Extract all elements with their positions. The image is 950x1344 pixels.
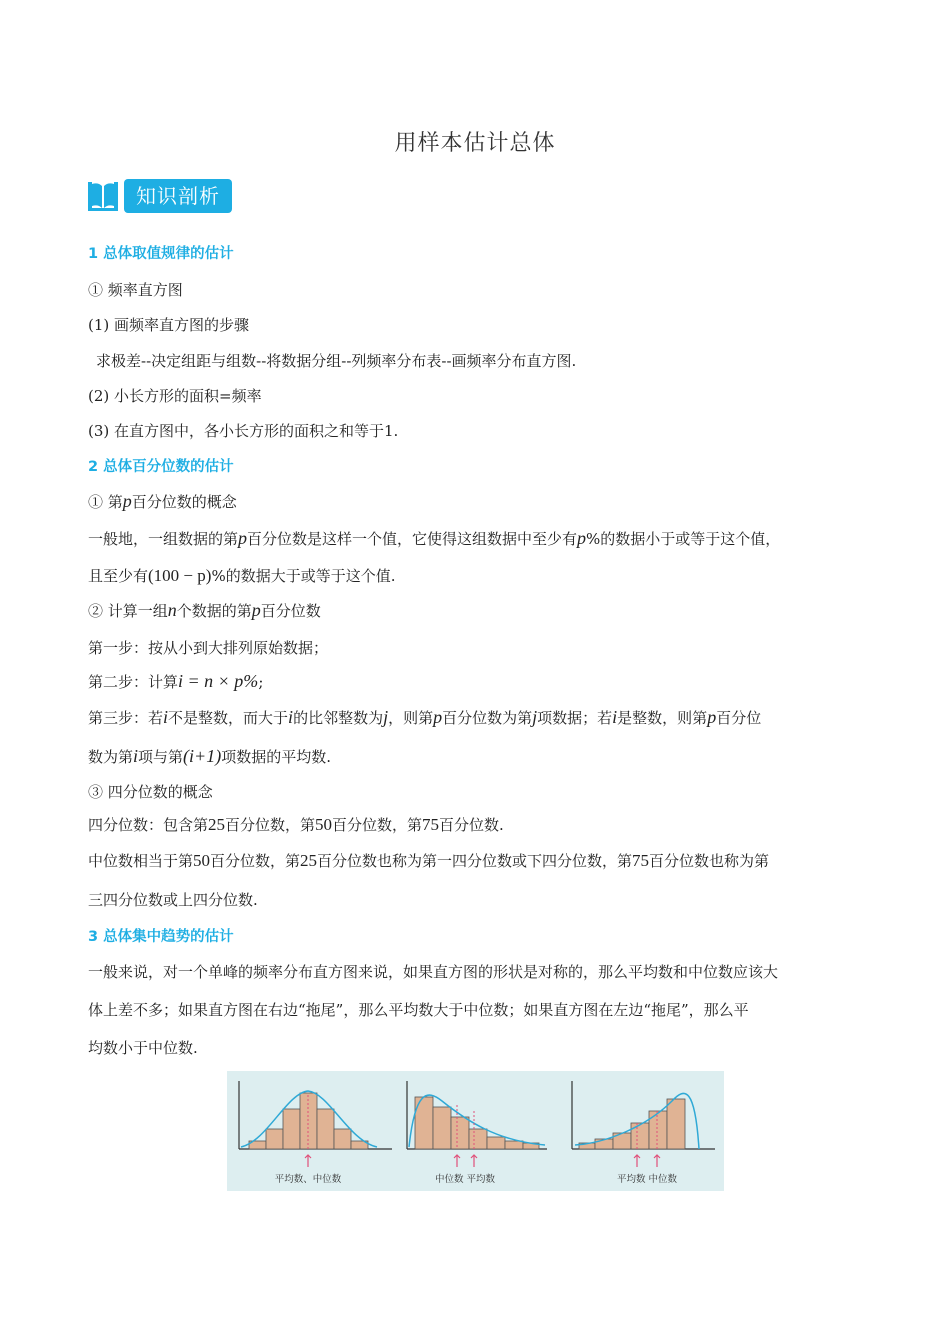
text: 百分位数是这样一个值，它使得这组数据中至少有	[247, 530, 578, 548]
histogram-symmetric	[239, 1081, 392, 1185]
number: 50	[315, 815, 333, 834]
histogram-figure	[227, 1071, 724, 1191]
text: 第二步：计算	[88, 673, 179, 691]
s1-item1: ① 频率直方图	[88, 281, 183, 299]
histogram-left-tail	[572, 1081, 715, 1185]
number: 50	[193, 851, 211, 870]
s2-definition-line1	[88, 528, 780, 549]
formula: i = n × p%	[178, 671, 259, 691]
panel3-label: 平均数 中位数	[616, 1174, 678, 1185]
s2-quartile-1	[88, 815, 504, 835]
text: ② 计算一组	[88, 602, 168, 620]
text: ;	[258, 673, 264, 691]
section-3-heading: 3 总体集中趋势的估计	[88, 929, 234, 945]
text: 百分位	[716, 709, 762, 727]
s2-step1: 第一步：按从小到大排列原始数据；	[88, 639, 329, 657]
text: %的数据大于或等于这个值.	[211, 567, 396, 585]
section-banner	[86, 178, 232, 214]
s2-quartile-2-line2: 三四分位数或上四分位数.	[88, 891, 258, 909]
text: 第三步：若	[88, 709, 164, 727]
text: 是整数，则第	[617, 709, 708, 727]
var-p: p	[238, 528, 248, 548]
text: 且至少有	[88, 567, 149, 585]
s3-line2: 体上差不多；如果直方图在右边“拖尾”，那么平均数大于中位数；如果直方图在左边“拖尾”，那么平	[88, 1001, 749, 1019]
text: 的比邻整数为	[293, 709, 384, 727]
var-p: p	[707, 707, 717, 727]
var-p: p	[577, 528, 587, 548]
s1-p3: (3) 在直方图中，各小长方形的面积之和等于1.	[88, 422, 399, 440]
var-p: p	[251, 600, 261, 620]
s2-concept-3: ③ 四分位数的概念	[88, 783, 213, 801]
text: 项数据的平均数.	[221, 748, 331, 766]
text: ，则第	[388, 709, 434, 727]
s2-quartile-2-line1	[88, 851, 769, 871]
text: ① 第	[88, 493, 123, 511]
text: 四分位数：包含第	[88, 816, 209, 834]
text: 数为第	[88, 748, 134, 766]
number: 75	[632, 851, 650, 870]
section-1-heading: 1 总体取值规律的估计	[88, 246, 234, 262]
s1-p1: (1) 画频率直方图的步骤	[88, 316, 250, 334]
var-j: j	[532, 707, 538, 727]
var-i: i	[612, 707, 618, 727]
s2-concept-2	[88, 600, 321, 621]
histogram-right-tail	[407, 1081, 547, 1185]
number: 25	[300, 851, 318, 870]
page-title: 用样本估计总体	[394, 131, 556, 156]
text: 百分位数，第	[225, 816, 316, 834]
text: 百分位数	[260, 602, 321, 620]
text: 百分位数，第	[332, 816, 423, 834]
number: 25	[208, 815, 226, 834]
number: 75	[422, 815, 440, 834]
text: 百分位数，第	[210, 852, 301, 870]
expression: (i+1)	[183, 746, 222, 766]
text: %的数据小于或等于这个值，	[586, 530, 781, 548]
var-p: p	[122, 491, 132, 511]
text: 个数据的第	[176, 602, 252, 620]
var-j: j	[383, 707, 389, 727]
var-i: i	[133, 746, 139, 766]
s3-line1: 一般来说，对一个单峰的频率分布直方图来说，如果直方图的形状是对称的，那么平均数和中位数应该大	[88, 963, 779, 981]
text: 百分位数的概念	[131, 493, 237, 511]
text: 一般地，一组数据的第	[88, 530, 239, 548]
var-p: p	[433, 707, 443, 727]
s2-step3-line1	[88, 707, 761, 728]
s1-p1-body: 求极差--决定组距与组数--将数据分组--列频率分布表--画频率分布直方图.	[96, 352, 577, 370]
panel1-label: 平均数、中位数	[274, 1174, 342, 1185]
text: 百分位数也称为第	[649, 852, 770, 870]
var-n: n	[167, 600, 177, 620]
s2-step2	[88, 671, 263, 692]
text: 百分位数为第	[442, 709, 533, 727]
text: 中位数相当于第	[88, 852, 194, 870]
open-book-icon	[86, 178, 120, 214]
s2-definition-line2	[88, 566, 395, 586]
expression: (100 − p)	[148, 566, 212, 585]
panel2-label: 中位数 平均数	[434, 1174, 496, 1185]
s2-step3-line2	[88, 746, 331, 767]
text: 百分位数也称为第一四分位数或下四分位数，第	[317, 852, 633, 870]
banner-label: 知识剖析	[124, 179, 232, 213]
s2-concept-1	[88, 491, 237, 512]
var-i: i	[163, 707, 169, 727]
s3-line3: 均数小于中位数.	[88, 1039, 198, 1057]
text: 不是整数，而大于	[168, 709, 289, 727]
var-i: i	[288, 707, 294, 727]
text: 项与第	[138, 748, 184, 766]
s1-p2: (2) 小长方形的面积=频率	[88, 387, 262, 405]
section-2-heading: 2 总体百分位数的估计	[88, 459, 234, 475]
text: 百分位数.	[439, 816, 504, 834]
text: 项数据；若	[537, 709, 613, 727]
